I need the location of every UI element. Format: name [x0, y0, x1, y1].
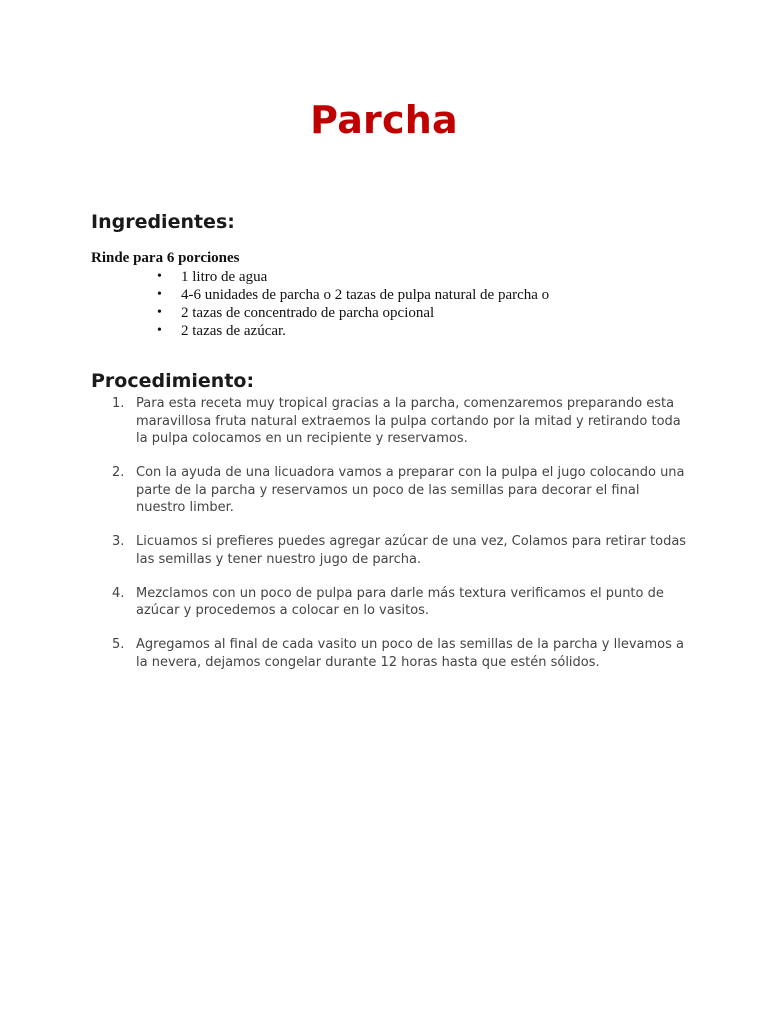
list-item	[155, 322, 549, 340]
step-number: 5.	[112, 637, 125, 652]
list-item	[155, 268, 549, 286]
ingredients-heading: Ingredientes:	[91, 211, 235, 233]
ingredient-text: 1 litro de agua	[181, 269, 268, 285]
ingredient-text: 2 tazas de concentrado de parcha opcional	[181, 305, 435, 321]
step-text: Agregamos al final de cada vasito un poco de las semillas de la parcha y llevamos a la nevera, dejamos congelar durante 12 horas hasta que estén sólidos.	[136, 637, 684, 670]
yield-text: Rinde para 6 porciones	[91, 250, 240, 266]
procedure-steps	[100, 395, 690, 688]
ingredient-text: 4-6 unidades de parcha o 2 tazas de pulpa natural de parcha o	[181, 287, 550, 303]
bullet-icon: •	[157, 287, 162, 302]
step-text: Licuamos si prefieres puedes agregar azúcar de una vez, Colamos para retirar todas las semillas y tener nuestro jugo de parcha.	[136, 534, 687, 567]
list-item	[100, 585, 690, 620]
ingredient-text: 2 tazas de azúcar.	[181, 323, 286, 339]
bullet-icon: •	[157, 305, 162, 320]
list-item	[100, 395, 690, 448]
bullet-icon: •	[157, 269, 162, 284]
list-item	[100, 533, 690, 568]
list-item	[155, 286, 549, 304]
bullet-icon: •	[157, 323, 162, 338]
step-text: Para esta receta muy tropical gracias a la parcha, comenzaremos preparando esta maravillosa fruta natural extraemos la pulpa cortando por la mitad y retirando toda la pulpa colocamos en un recipiente y reservamos.	[136, 396, 681, 446]
list-item	[100, 636, 690, 671]
page-title: Parcha	[310, 98, 458, 142]
step-number: 2.	[112, 465, 125, 480]
list-item	[155, 304, 549, 322]
procedure-heading: Procedimiento:	[91, 370, 255, 392]
step-text: Con la ayuda de una licuadora vamos a preparar con la pulpa el jugo colocando una parte de la parcha y reservamos un poco de las semillas para decorar el final nuestro limber.	[136, 465, 685, 515]
list-item	[100, 464, 690, 517]
step-text: Mezclamos con un poco de pulpa para darle más textura verificamos el punto de azúcar y procedemos a colocar en lo vasitos.	[136, 585, 664, 618]
ingredient-list	[155, 268, 549, 340]
step-number: 1.	[112, 396, 125, 411]
step-number: 4.	[112, 585, 125, 601]
step-number: 3.	[112, 534, 125, 549]
